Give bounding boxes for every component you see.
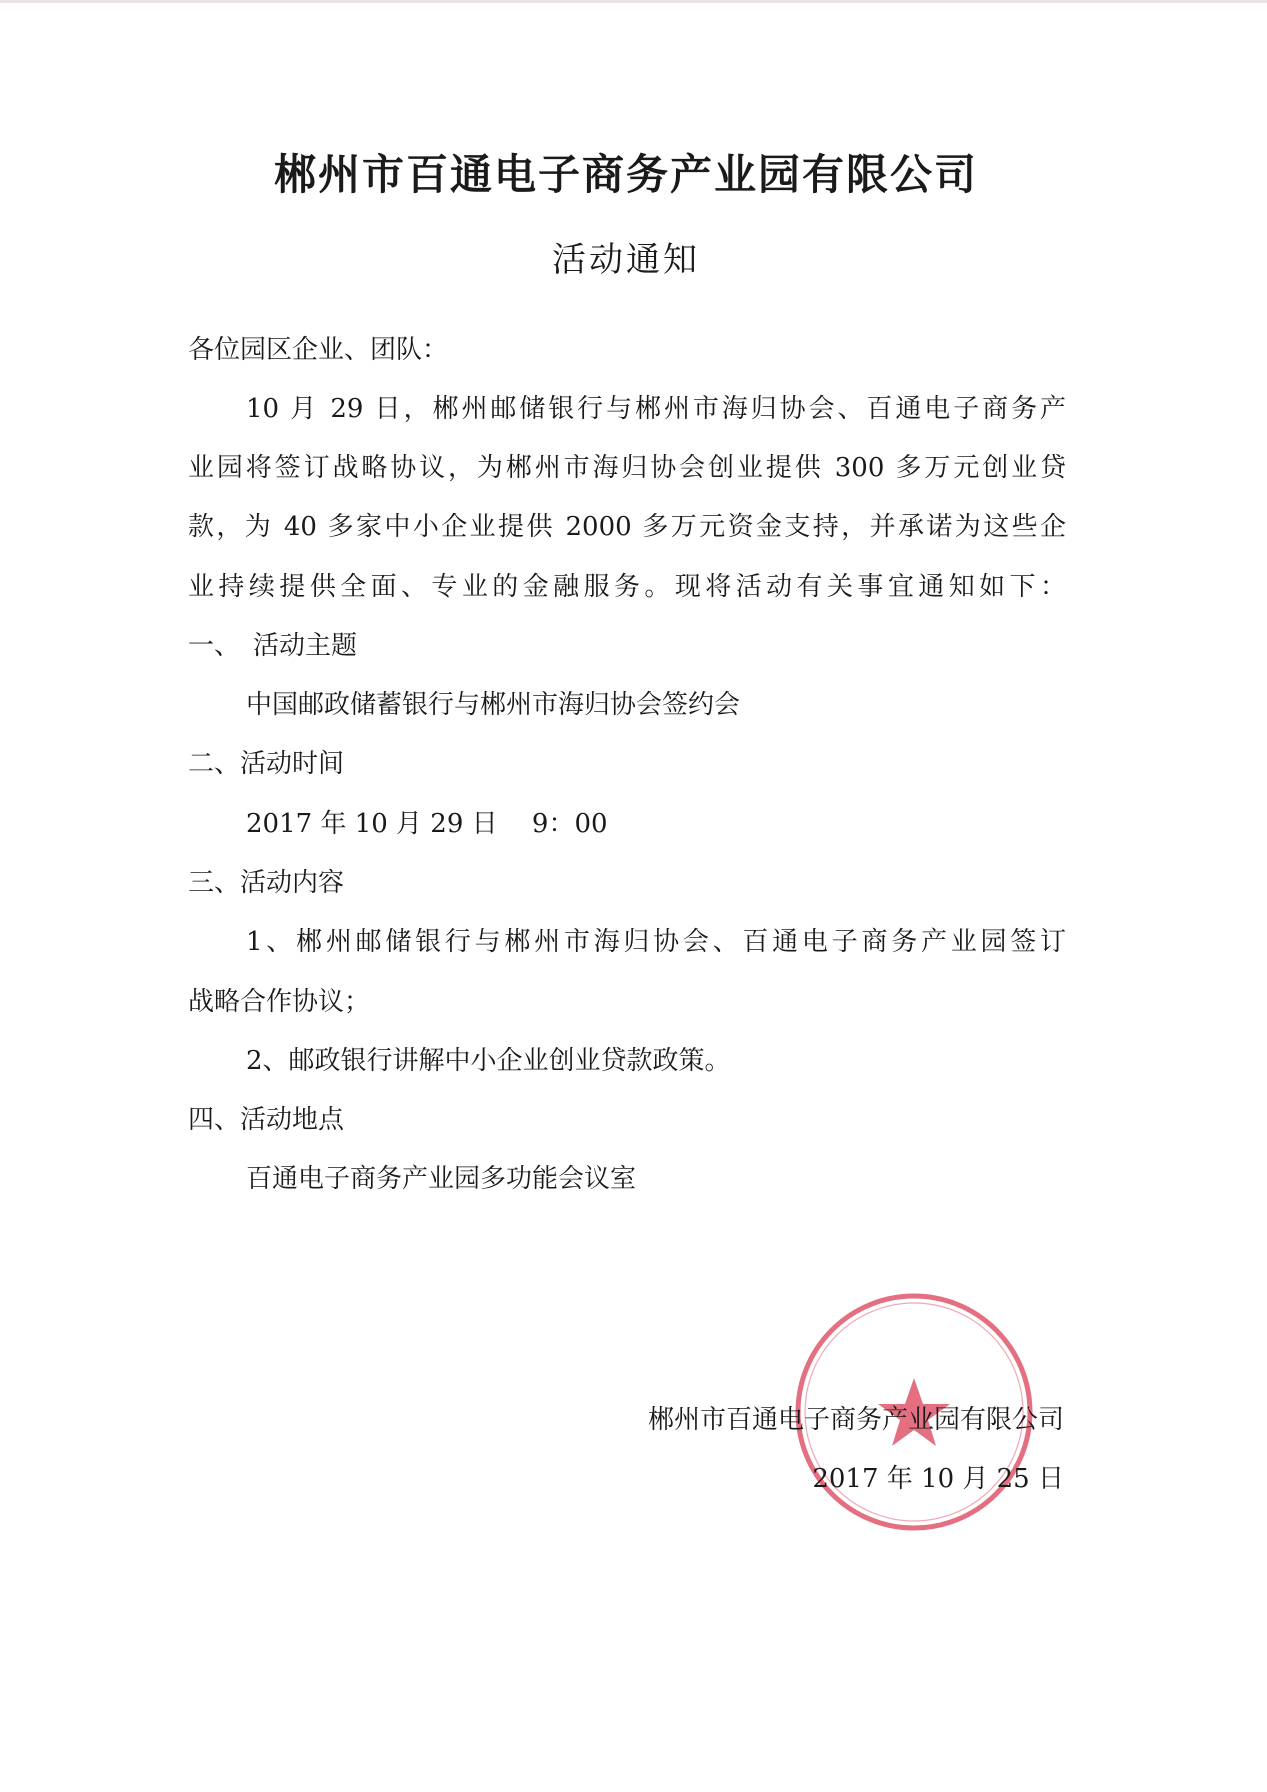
- section1-heading: 一、 活动主题: [188, 631, 358, 661]
- intro-line-1: [246, 393, 1066, 425]
- section4-heading: 四、活动地点: [188, 1105, 345, 1135]
- section3-item1-line1: [246, 926, 1066, 958]
- intro-line-4: 业持续提供全面、专业的金融服务。现将活动有关事宜通知如下：: [188, 572, 1066, 602]
- signature-date: 2017 年 10 月 25 日: [812, 1464, 1064, 1494]
- intro-line-3: 款，为 40 多家中小企业提供 2000 多万元资金支持，并承诺为这些企: [188, 512, 1066, 542]
- section3-item1-line2: 战略合作协议；: [188, 987, 371, 1017]
- section3-item2: 2、邮政银行讲解中小企业创业贷款政策。: [246, 1046, 731, 1076]
- intro-line-1-text: 10 月 29 日，郴州邮储银行与郴州市海归协会、百通电子商务产: [246, 394, 1066, 424]
- signature-company: 郴州市百通电子商务产业园有限公司: [647, 1405, 1064, 1435]
- company-header: 郴州市百通电子商务产业园有限公司: [273, 150, 978, 199]
- section1-text: 中国邮政储蓄银行与郴州市海归协会签约会: [246, 690, 741, 720]
- section4-text: 百通电子商务产业园多功能会议室: [246, 1164, 637, 1194]
- section2-text: 2017 年 10 月 29 日 9：00: [246, 809, 608, 839]
- document-title: 活动通知: [552, 240, 700, 280]
- intro-line-2: 业园将签订战略协议，为郴州市海归协会创业提供 300 多万元创业贷: [188, 453, 1066, 483]
- section2-heading: 二、活动时间: [188, 749, 345, 779]
- salutation: 各位园区企业、团队：: [188, 335, 449, 365]
- section3-item1-line1-text: 1、郴州邮储银行与郴州市海归协会、百通电子商务产业园签订: [246, 927, 1066, 957]
- scan-top-edge: [0, 0, 1267, 3]
- section3-heading: 三、活动内容: [188, 868, 345, 898]
